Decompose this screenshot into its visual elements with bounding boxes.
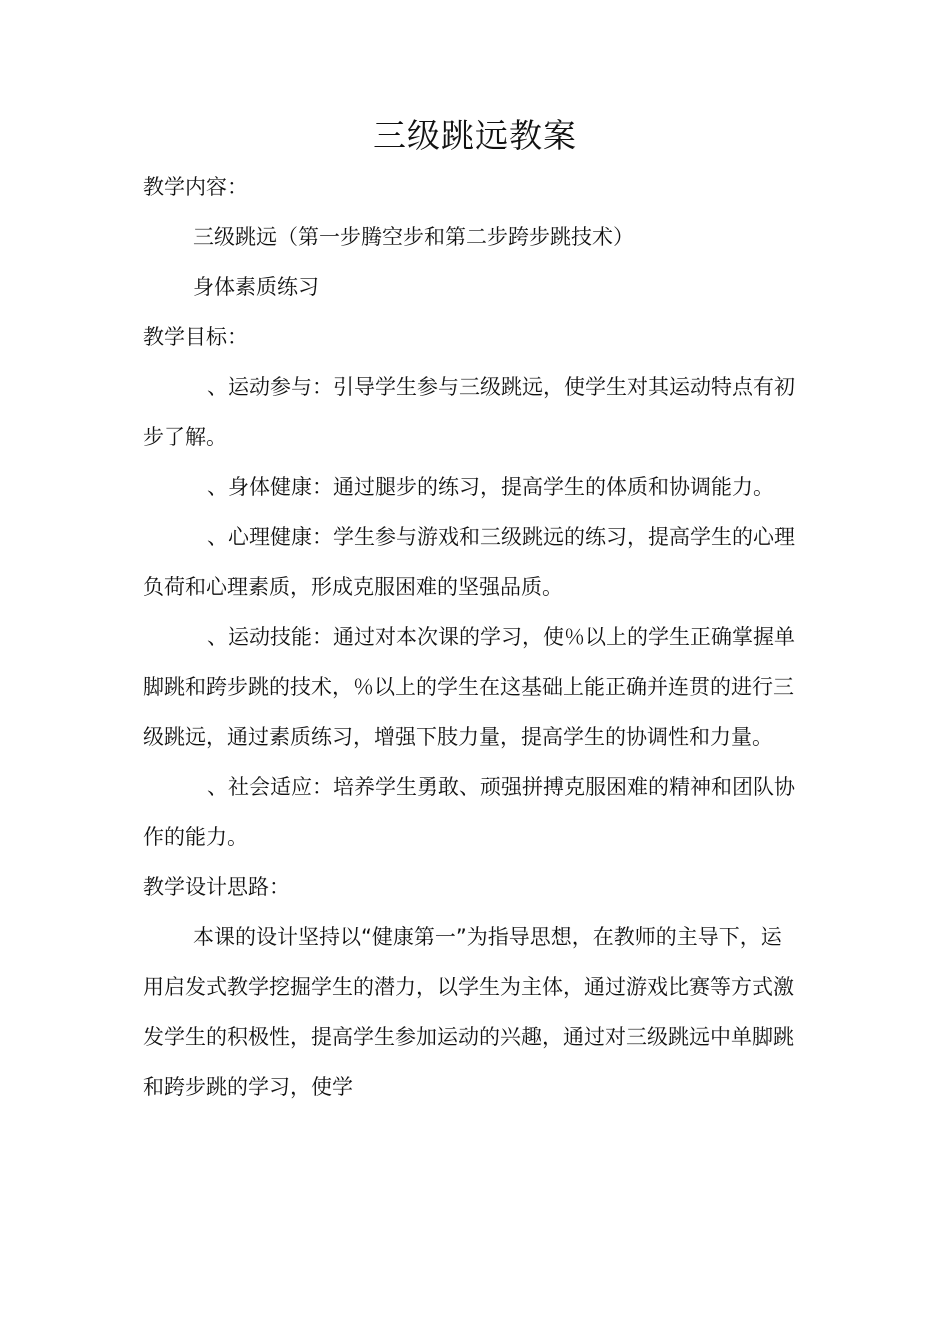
goal-participation-line-2: 步了解。 <box>143 425 227 449</box>
heading-teaching-content: 教学内容： <box>143 175 248 199</box>
goal-mental-health-line-1: 、心理健康：学生参与游戏和三级跳远的练习，提高学生的心理 <box>207 525 795 549</box>
document-title: 三级跳远教案 <box>373 116 577 155</box>
goal-motor-skills-line-2: 脚跳和跨步跳的技术，％以上的学生在这基础上能正确并连贯的进行三 <box>143 675 794 699</box>
goal-participation-line-1: 、运动参与：引导学生参与三级跳远，使学生对其运动特点有初 <box>207 375 795 399</box>
heading-teaching-goals: 教学目标： <box>143 325 248 349</box>
design-paragraph-line-1: 本课的设计坚持以“健康第一”为指导思想，在教师的主导下，运 <box>193 925 782 949</box>
goal-mental-health-line-2: 负荷和心理素质，形成克服困难的坚强品质。 <box>143 575 563 599</box>
content-item-fitness: 身体素质练习 <box>193 275 319 299</box>
design-paragraph-line-2: 用启发式教学挖掘学生的潜力，以学生为主体，通过游戏比赛等方式激 <box>143 975 794 999</box>
goal-social-adaptation-line-2: 作的能力。 <box>143 825 248 849</box>
goal-social-adaptation-line-1: 、社会适应：培养学生勇敢、顽强拼搏克服困难的精神和团队协 <box>207 775 795 799</box>
heading-design-ideas: 教学设计思路： <box>143 875 290 899</box>
content-item-triple-jump: 三级跳远（第一步腾空步和第二步跨步跳技术） <box>193 225 634 249</box>
design-paragraph-line-4: 和跨步跳的学习，使学 <box>143 1075 353 1099</box>
design-paragraph-line-3: 发学生的积极性，提高学生参加运动的兴趣，通过对三级跳远中单脚跳 <box>143 1025 794 1049</box>
goal-physical-health: 、身体健康：通过腿步的练习，提高学生的体质和协调能力。 <box>207 475 774 499</box>
goal-motor-skills-line-3: 级跳远，通过素质练习，增强下肢力量，提高学生的协调性和力量。 <box>143 725 773 749</box>
goal-motor-skills-line-1: 、运动技能：通过对本次课的学习，使％以上的学生正确掌握单 <box>207 625 795 649</box>
